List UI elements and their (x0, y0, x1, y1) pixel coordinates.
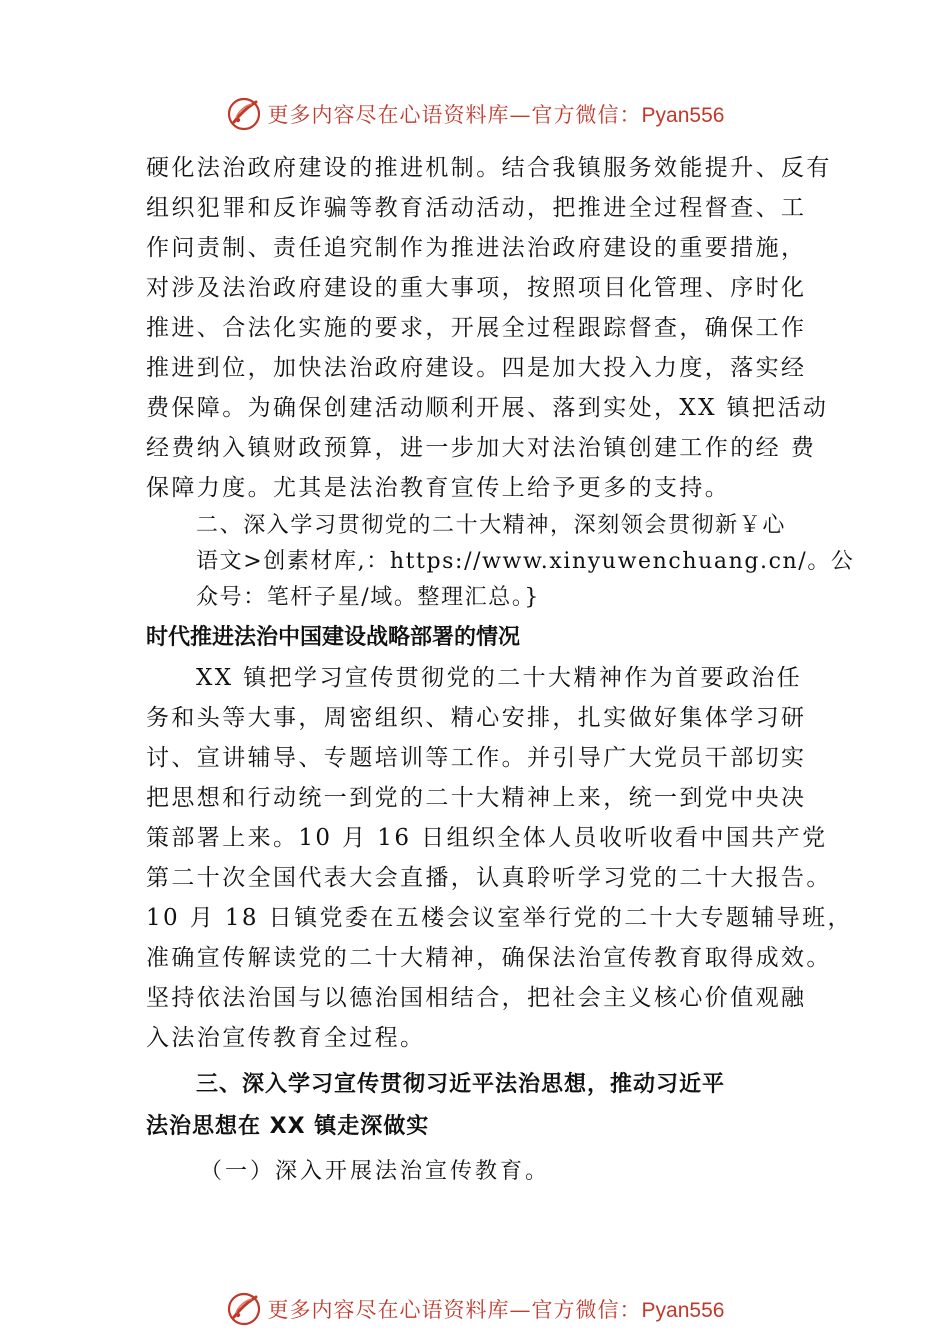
watermark-note (146, 510, 855, 614)
text-line: 经费纳入镇财政预算，进一步加大对法治镇创建工作的经 费 (146, 435, 817, 461)
text-line: 第二十次全国代表大会直播，认真聆听学习党的二十大报告。 (146, 865, 832, 891)
subheading: （一）深入开展法治宣传教育。 (200, 1159, 551, 1184)
text-line: 组织犯罪和反诈骗等教育活动活动，把推进全过程督查、工 (146, 195, 807, 221)
text-line: 准确宣传解读党的二十大精神，确保法治宣传教育取得成效。 (146, 945, 832, 971)
text-line: 作问责制、责任追究制作为推进法治政府建设的重要措施， (146, 235, 807, 261)
footer-banner (0, 1289, 950, 1329)
header-wechat-id: Pyan556 (641, 104, 725, 127)
paragraph-1 (146, 148, 846, 508)
document-body (146, 148, 855, 1214)
text-line: XX 镇把学习宣传贯彻党的二十大精神作为首要政治任 (196, 665, 803, 691)
text-line: 入法治宣传教育全过程。 (146, 1025, 426, 1051)
text-line: 对涉及法治政府建设的重大事项，按照项目化管理、序时化 (146, 275, 807, 301)
section-3-heading-line-1: 三、深入学习宣传贯彻习近平法治思想，推动习近平 (196, 1072, 726, 1097)
text-line: 务和头等大事，周密组织、精心安排，扎实做好集体学习研 (146, 705, 807, 731)
text-line: 10 月 18 日镇党委在五楼会议室举行党的二十大专题辅导班， (146, 905, 853, 931)
text-line: 硬化法治政府建设的推进机制。结合我镇服务效能提升、反有 (146, 155, 832, 181)
text-line: 把思想和行动统一到党的二十大精神上来，统一到党中央决 (146, 785, 807, 811)
brush-logo-icon (226, 96, 262, 132)
text-line: 费保障。为确保创建活动顺利开展、落到实处，XX 镇把活动 (146, 395, 829, 421)
section-2-heading: 时代推进法治中国建设战略部署的情况 (146, 625, 521, 650)
text-line: 推进、合法化实施的要求，开展全过程跟踪督查，确保工作 (146, 315, 807, 341)
note-line: 语文>创素材库,：https://www.xinyuwenchuang.cn/。公 (196, 549, 855, 574)
header-banner (0, 94, 950, 134)
paragraph-2 (146, 658, 853, 1058)
brush-logo-icon (226, 1291, 262, 1327)
header-banner-text: 更多内容尽在心语资料库—官方微信：Pyan556 (267, 103, 725, 127)
text-line: 推进到位，加快法治政府建设。四是加大投入力度，落实经 (146, 355, 807, 381)
note-line: 众号：笔杆子星/域。整理汇总。} (196, 585, 541, 610)
text-line: 坚持依法治国与以德治国相结合，把社会主义核心价值观融 (146, 985, 807, 1011)
text-line: 讨、宣讲辅导、专题培训等工作。并引导广大党员干部切实 (146, 745, 807, 771)
text-line: 保障力度。尤其是法治教育宣传上给予更多的支持。 (146, 475, 731, 501)
footer-wechat-id: Pyan556 (641, 1299, 725, 1322)
footer-banner-text: 更多内容尽在心语资料库—官方微信：Pyan556 (267, 1298, 725, 1322)
section-3-heading (146, 1064, 846, 1148)
text-line: 策部署上来。10 月 16 日组织全体人员收听收看中国共产党 (146, 825, 828, 851)
note-line: 二、深入学习贯彻党的二十大精神，深刻领会贯彻新￥心 (196, 513, 787, 538)
section-3-heading-line-2: 法治思想在 XX 镇走深做实 (146, 1114, 430, 1139)
